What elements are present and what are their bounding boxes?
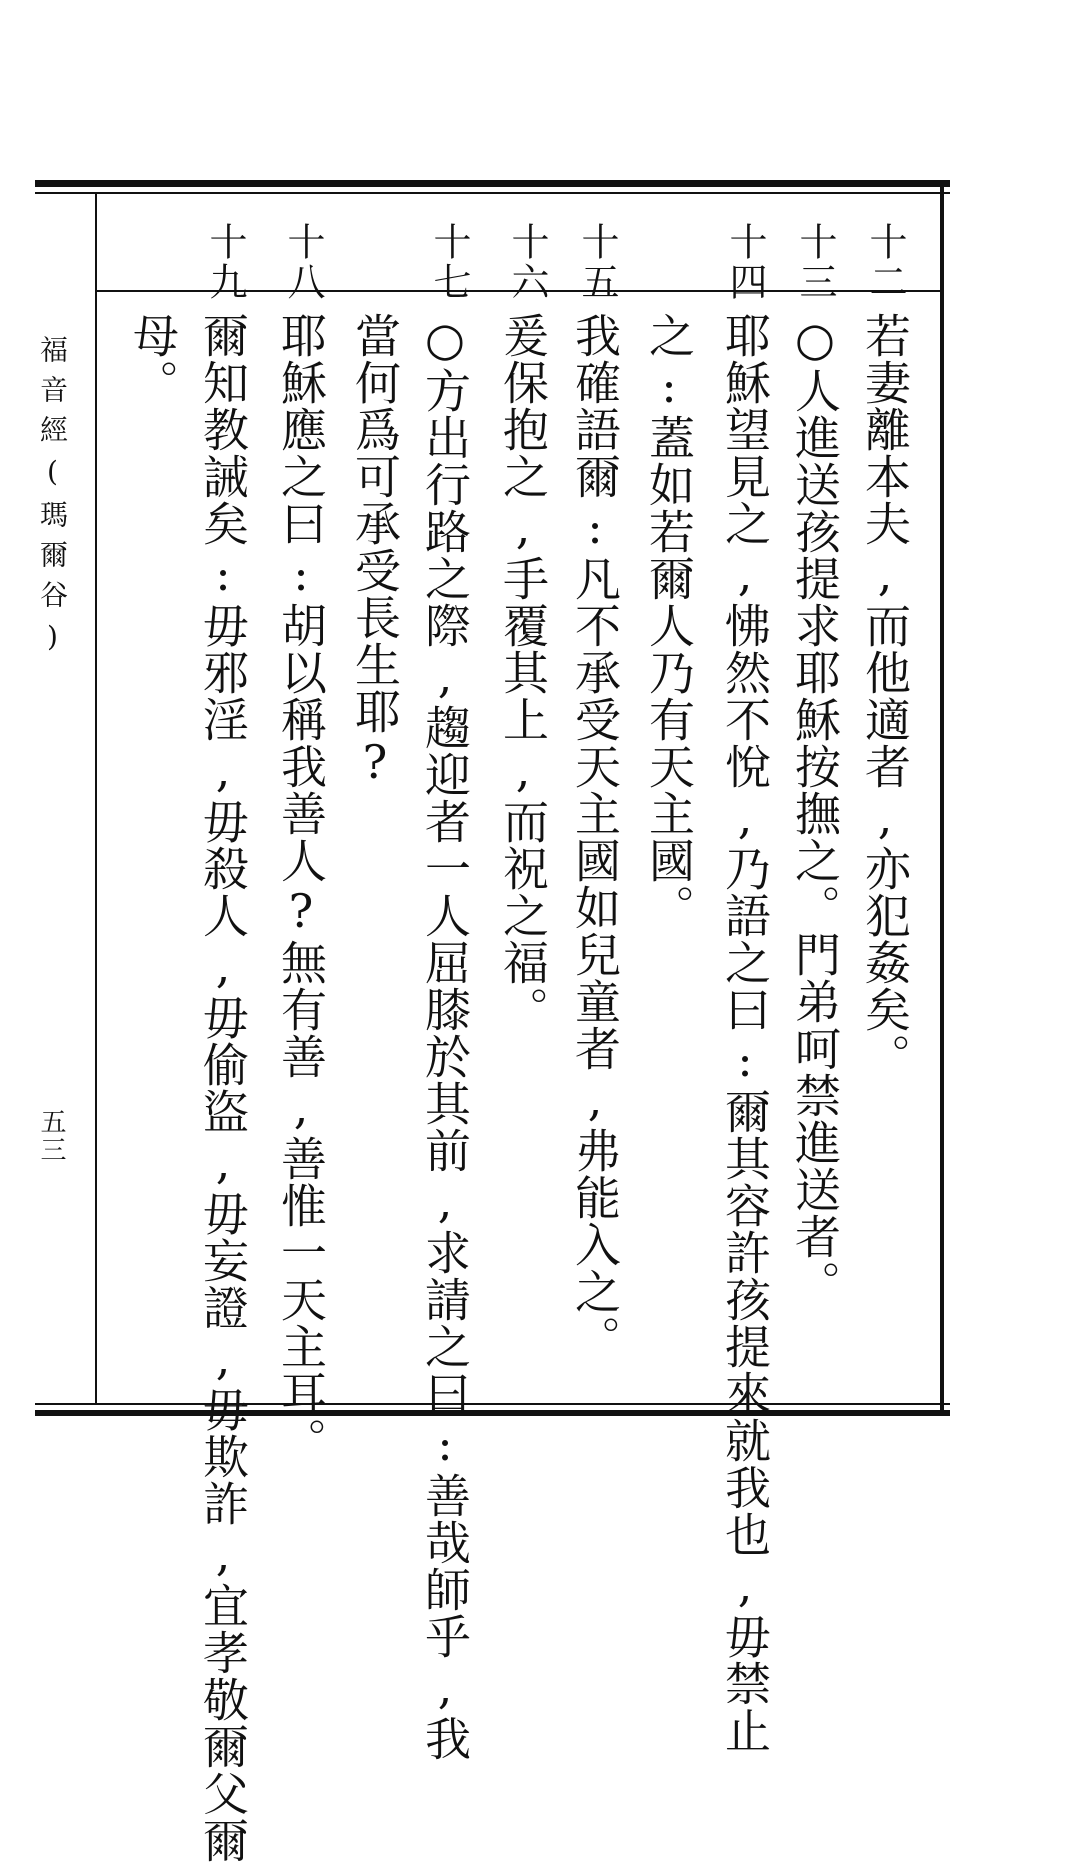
left-border [95,192,97,1405]
book-title: 福音經(瑪爾谷) [36,335,69,665]
verse-number-13: 十三 [793,222,837,302]
text-line: ○方出行路之際,趨迎者一人屈膝於其前,求請之曰:善哉師乎,我 [418,312,472,1762]
verse-number-16: 十六 [505,222,549,302]
text-line: 之:蓋如若爾人乃有天主國。 [642,312,696,931]
verse-number-18: 十八 [281,222,325,302]
text-line: 當何爲可承受長生耶? [348,312,402,790]
text-line: 母。 [126,312,180,406]
top-border-thick [35,180,950,187]
verse-number-17: 十七 [427,222,471,302]
text-line: 我確語爾:凡不承受天主國如兒童者,弗能入之。 [568,312,622,1362]
text-line: 爾知教誡矣:毋邪淫,毋殺人,毋偷盜,毋妄證,毋欺詐,宜孝敬爾父爾 [196,312,250,1864]
right-border [940,180,944,1416]
bottom-border-thick [35,1410,950,1416]
verse-number-14: 十四 [723,222,767,302]
text-line: 耶穌望見之,怫然不悅,乃語之曰:爾其容許孩提來就我也,毋禁止 [718,312,772,1754]
verse-number-12: 十二 [863,222,907,302]
verse-number-19: 十九 [203,222,247,302]
text-line: 耶穌應之曰:胡以稱我善人?無有善,善惟一天主耳。 [274,312,328,1464]
top-border-thin [35,192,950,194]
text-line: 爰保抱之,手覆其上,而祝之福。 [496,312,550,1033]
bottom-border-thin [35,1403,950,1405]
text-line: 若妻離本夫,而他適者,亦犯姦矣。 [858,312,912,1080]
page-number: 五三 [36,1108,66,1164]
text-line: ○人進送孩提求耶穌按撫之。門弟呵禁進送者。 [788,312,842,1307]
verse-number-15: 十五 [575,222,619,302]
